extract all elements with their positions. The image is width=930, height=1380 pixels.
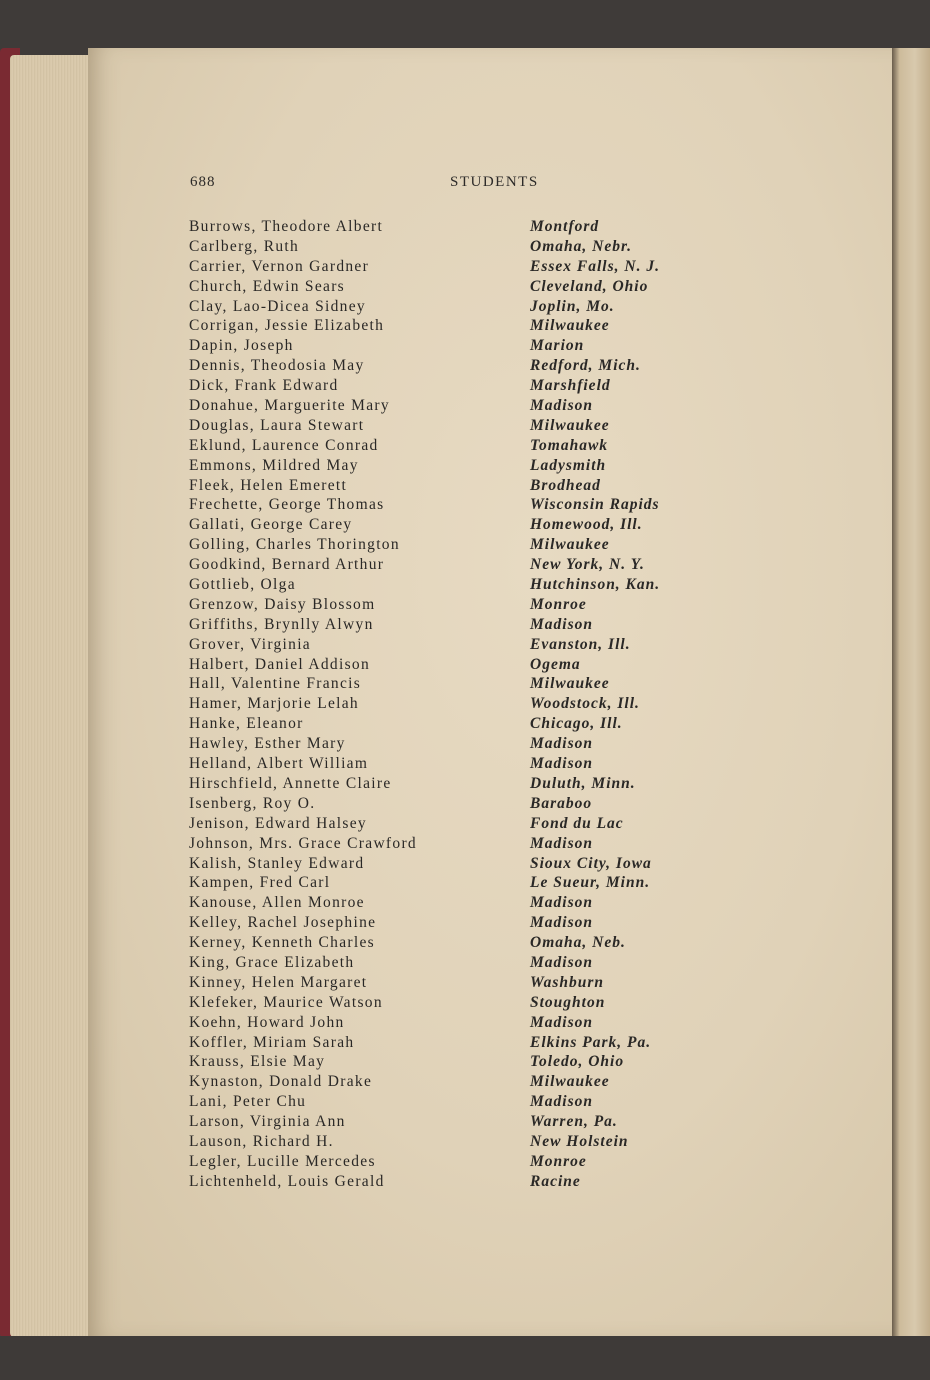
student-entry bbox=[189, 635, 709, 655]
student-name: Hanke, Eleanor bbox=[189, 715, 304, 733]
student-hometown: Tomahawk bbox=[530, 436, 609, 454]
student-name: Carrier, Vernon Gardner bbox=[189, 257, 370, 275]
student-hometown: Milwaukee bbox=[530, 416, 610, 434]
student-entry bbox=[189, 555, 709, 575]
student-entry bbox=[189, 277, 709, 297]
student-name: Klefeker, Maurice Watson bbox=[189, 993, 383, 1011]
student-hometown: Omaha, Neb. bbox=[530, 934, 626, 952]
student-hometown: Racine bbox=[530, 1172, 581, 1190]
student-entry bbox=[189, 376, 709, 396]
student-name: Halbert, Daniel Addison bbox=[189, 655, 370, 673]
student-name: Goodkind, Bernard Arthur bbox=[189, 556, 385, 574]
student-entry bbox=[189, 476, 709, 496]
student-name: Griffiths, Brynlly Alwyn bbox=[189, 615, 374, 633]
student-hometown: Elkins Park, Pa. bbox=[530, 1033, 652, 1051]
student-name: Krauss, Elsie May bbox=[189, 1053, 326, 1071]
student-entry bbox=[189, 515, 709, 535]
student-hometown: Baraboo bbox=[530, 794, 593, 812]
student-name: Clay, Lao-Dicea Sidney bbox=[189, 297, 366, 315]
student-hometown: Ladysmith bbox=[530, 456, 607, 474]
student-name: Kampen, Fred Carl bbox=[189, 874, 331, 892]
student-name: Kanouse, Allen Monroe bbox=[189, 894, 365, 912]
student-name: Burrows, Theodore Albert bbox=[189, 218, 384, 235]
student-name: Grover, Virginia bbox=[189, 635, 311, 653]
student-entry bbox=[189, 794, 709, 814]
student-hometown: Madison bbox=[530, 1093, 593, 1111]
student-entry bbox=[189, 1072, 709, 1092]
student-hometown: Madison bbox=[530, 615, 593, 633]
student-name: Grenzow, Daisy Blossom bbox=[189, 595, 376, 613]
student-name: Eklund, Laurence Conrad bbox=[189, 436, 379, 454]
student-name: Kalish, Stanley Edward bbox=[189, 854, 365, 872]
student-name: Gallati, George Carey bbox=[189, 516, 353, 534]
student-hometown: Wisconsin Rapids bbox=[530, 496, 660, 514]
student-entry bbox=[189, 1092, 709, 1112]
student-hometown: Milwaukee bbox=[530, 536, 610, 554]
student-hometown: Fond du Lac bbox=[530, 814, 624, 832]
student-hometown: Monroe bbox=[530, 595, 587, 613]
student-entry bbox=[189, 297, 709, 317]
student-name: Johnson, Mrs. Grace Crawford bbox=[189, 834, 417, 852]
student-entry bbox=[189, 217, 709, 237]
student-hometown: Madison bbox=[530, 1013, 593, 1031]
page-number: 688 bbox=[190, 174, 216, 190]
student-entry bbox=[189, 893, 709, 913]
student-hometown: Hutchinson, Kan. bbox=[530, 576, 661, 594]
student-hometown: Evanston, Ill. bbox=[530, 635, 631, 653]
student-hometown: Chicago, Ill. bbox=[530, 715, 623, 733]
student-name: Dennis, Theodosia May bbox=[189, 357, 365, 375]
student-hometown: Madison bbox=[530, 834, 593, 852]
student-hometown: Essex Falls, N. J. bbox=[530, 257, 660, 275]
student-name: Kynaston, Donald Drake bbox=[189, 1073, 373, 1091]
student-entry bbox=[189, 1013, 709, 1033]
student-entry bbox=[189, 953, 709, 973]
student-name: Legler, Lucille Mercedes bbox=[189, 1152, 376, 1170]
student-entry bbox=[189, 734, 709, 754]
student-hometown: Sioux City, Iowa bbox=[530, 854, 652, 872]
student-name: Emmons, Mildred May bbox=[189, 456, 359, 474]
student-entry bbox=[189, 416, 709, 436]
student-entry bbox=[189, 674, 709, 694]
student-entry bbox=[189, 774, 709, 794]
student-hometown: New York, N. Y. bbox=[530, 556, 645, 574]
student-hometown: Omaha, Nebr. bbox=[530, 237, 632, 255]
student-entry bbox=[189, 336, 709, 356]
student-name: Fleek, Helen Emerett bbox=[189, 476, 348, 494]
student-entry bbox=[189, 535, 709, 555]
student-name: Hawley, Esther Mary bbox=[189, 735, 346, 753]
student-entry bbox=[189, 1033, 709, 1053]
student-name: Golling, Charles Thorington bbox=[189, 536, 400, 554]
student-entry bbox=[189, 356, 709, 376]
student-name: Douglas, Laura Stewart bbox=[189, 416, 365, 434]
student-entry bbox=[189, 257, 709, 277]
student-hometown: Marion bbox=[530, 337, 585, 355]
student-hometown: Stoughton bbox=[530, 993, 606, 1011]
student-name: Lichtenheld, Louis Gerald bbox=[189, 1172, 385, 1190]
student-name: Dick, Frank Edward bbox=[189, 377, 339, 395]
student-hometown: Cleveland, Ohio bbox=[530, 277, 649, 295]
student-name: Koffler, Miriam Sarah bbox=[189, 1033, 355, 1051]
student-hometown: Madison bbox=[530, 894, 593, 912]
student-entry bbox=[189, 615, 709, 635]
student-hometown: New Holstein bbox=[530, 1132, 629, 1150]
student-entry bbox=[189, 1152, 709, 1172]
student-entry bbox=[189, 655, 709, 675]
student-hometown: Homewood, Ill. bbox=[530, 516, 643, 534]
background-bottom bbox=[0, 1336, 930, 1380]
student-entry bbox=[189, 595, 709, 615]
student-name: Dapin, Joseph bbox=[189, 337, 294, 355]
student-name: Church, Edwin Sears bbox=[189, 277, 345, 295]
student-name: Corrigan, Jessie Elizabeth bbox=[189, 317, 385, 335]
student-hometown: Madison bbox=[530, 735, 593, 753]
student-entry bbox=[189, 1112, 709, 1132]
student-hometown: Madison bbox=[530, 397, 593, 415]
student-hometown: Redford, Mich. bbox=[530, 357, 641, 375]
student-entry bbox=[189, 913, 709, 933]
student-name: King, Grace Elizabeth bbox=[189, 953, 355, 971]
student-hometown: Marshfield bbox=[530, 377, 611, 395]
student-name: Hamer, Marjorie Lelah bbox=[189, 695, 359, 713]
student-hometown: Woodstock, Ill. bbox=[530, 695, 640, 713]
student-entry bbox=[189, 973, 709, 993]
student-entry bbox=[189, 1052, 709, 1072]
student-name: Kerney, Kenneth Charles bbox=[189, 934, 375, 952]
student-name: Lani, Peter Chu bbox=[189, 1093, 307, 1111]
student-name: Larson, Virginia Ann bbox=[189, 1113, 346, 1131]
student-entry bbox=[189, 1172, 709, 1192]
facing-page-edge bbox=[892, 48, 930, 1336]
student-hometown: Joplin, Mo. bbox=[530, 297, 615, 315]
student-name: Lauson, Richard H. bbox=[189, 1132, 334, 1150]
student-name: Carlberg, Ruth bbox=[189, 237, 300, 255]
student-hometown: Milwaukee bbox=[530, 1073, 610, 1091]
student-name: Isenberg, Roy O. bbox=[189, 794, 316, 812]
student-entry bbox=[189, 854, 709, 874]
student-name: Kelley, Rachel Josephine bbox=[189, 914, 377, 932]
student-entry bbox=[189, 396, 709, 416]
student-name: Jenison, Edward Halsey bbox=[189, 814, 367, 832]
student-hometown: Monroe bbox=[530, 1152, 587, 1170]
student-hometown: Madison bbox=[530, 914, 593, 932]
student-name: Frechette, George Thomas bbox=[189, 496, 385, 514]
student-entry bbox=[189, 237, 709, 257]
student-hometown: Warren, Pa. bbox=[530, 1113, 618, 1131]
student-name: Hirschfield, Annette Claire bbox=[189, 774, 392, 792]
student-entry bbox=[189, 456, 709, 476]
student-hometown: Ogema bbox=[530, 655, 581, 673]
student-hometown: Toledo, Ohio bbox=[530, 1053, 625, 1071]
student-entry bbox=[189, 834, 709, 854]
student-entry bbox=[189, 873, 709, 893]
student-name: Hall, Valentine Francis bbox=[189, 675, 362, 693]
student-entry bbox=[189, 1132, 709, 1152]
student-entry bbox=[189, 575, 709, 595]
student-hometown: Milwaukee bbox=[530, 317, 610, 335]
student-hometown: Montford bbox=[530, 218, 600, 235]
student-entry bbox=[189, 993, 709, 1013]
student-hometown: Milwaukee bbox=[530, 675, 610, 693]
student-hometown: Madison bbox=[530, 755, 593, 773]
student-name: Kinney, Helen Margaret bbox=[189, 973, 368, 991]
student-entry bbox=[189, 714, 709, 734]
student-name: Gottlieb, Olga bbox=[189, 576, 296, 594]
student-name: Donahue, Marguerite Mary bbox=[189, 397, 390, 415]
student-entry bbox=[189, 436, 709, 456]
student-name: Helland, Albert William bbox=[189, 755, 369, 773]
student-entry bbox=[189, 754, 709, 774]
student-entry bbox=[189, 495, 709, 515]
student-entry bbox=[189, 814, 709, 834]
student-entry bbox=[189, 933, 709, 953]
running-title: STUDENTS bbox=[450, 174, 539, 190]
student-hometown: Le Sueur, Minn. bbox=[530, 874, 651, 892]
student-hometown: Brodhead bbox=[530, 476, 601, 494]
page-header bbox=[0, 174, 930, 194]
student-name: Koehn, Howard John bbox=[189, 1013, 345, 1031]
student-hometown: Washburn bbox=[530, 973, 605, 991]
student-entry bbox=[189, 316, 709, 336]
student-hometown: Duluth, Minn. bbox=[530, 774, 636, 792]
student-entry bbox=[189, 694, 709, 714]
student-hometown: Madison bbox=[530, 953, 593, 971]
student-roster bbox=[189, 217, 709, 1192]
page-edges bbox=[10, 55, 90, 1337]
